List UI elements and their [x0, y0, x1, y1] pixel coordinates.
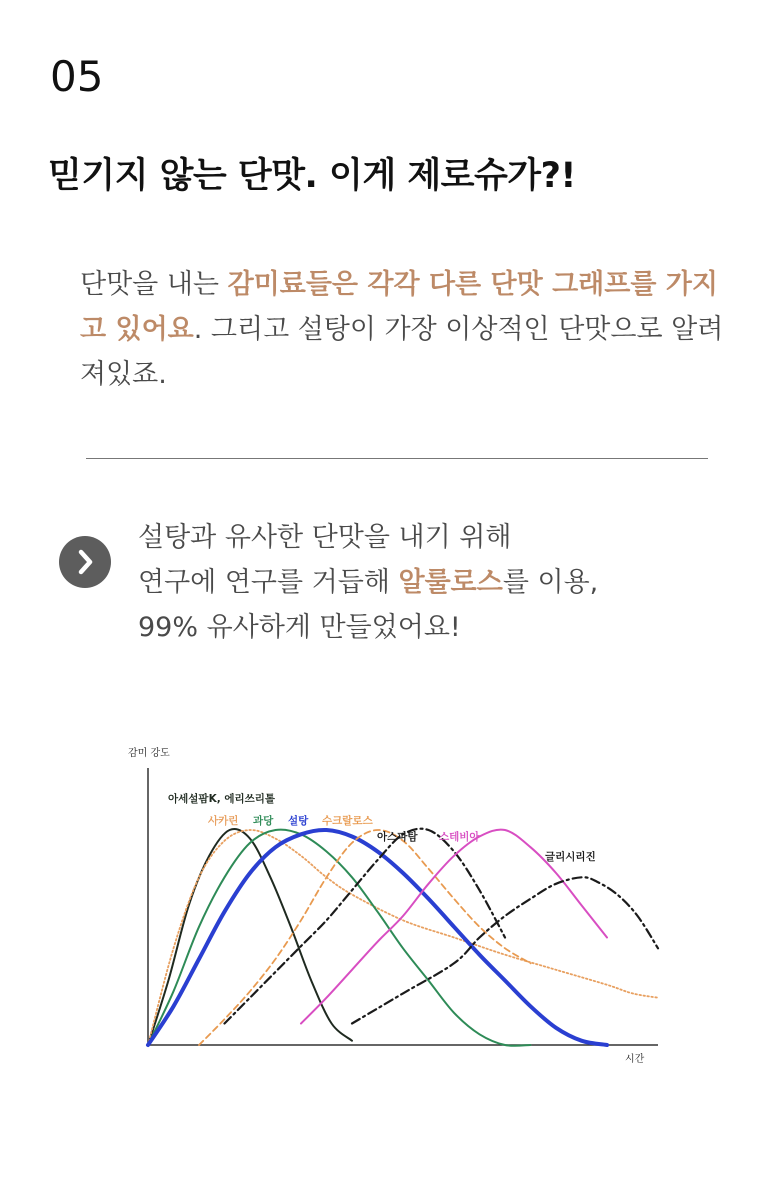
series-label-1: 사카린: [208, 815, 239, 827]
series-line-3: [148, 830, 607, 1045]
series-line-7: [352, 877, 658, 1023]
intro-text-1: 단맛을 내는: [80, 269, 228, 300]
detail-line-2-b: 를 이용,: [502, 567, 599, 598]
x-axis-label: 시간: [625, 1054, 645, 1065]
series-label-3: 설탕: [288, 815, 309, 827]
page-title: 믿기지 않는 단맛. 이게 제로슈가?!: [48, 156, 576, 196]
section-number: 05: [50, 52, 104, 101]
chevron-right-icon: [59, 536, 111, 588]
detail-line-2: [138, 560, 758, 605]
series-label-6: 스테비아: [439, 831, 480, 843]
detail-line-1: 설탕과 유사한 단맛을 내기 위해: [138, 522, 512, 553]
intro-highlight: 감미료들은 각각 다른 단맛 그래프를 가지고 있어요: [80, 269, 718, 345]
divider: [86, 458, 708, 459]
y-axis-label: 감미 강도: [128, 748, 170, 759]
series-label-2: 과당: [253, 815, 274, 827]
series-label-0: 아세설팜K, 에리쓰리톨: [168, 793, 276, 805]
detail-line-2-a: 연구에 연구를 거듭해: [138, 567, 399, 598]
series-line-5: [225, 829, 506, 1024]
series-label-7: 글리시리진: [545, 851, 596, 863]
detail-highlight: 알룰로스: [398, 567, 503, 598]
detail-paragraph: [138, 515, 758, 650]
intro-text-2: . 그리고 설탕이 가장 이상적인 단맛으로 알려져있죠.: [80, 314, 724, 390]
chevron-button: [59, 536, 111, 588]
intro-paragraph: [80, 262, 740, 397]
sweetness-chart: [110, 740, 670, 1080]
detail-line-3: 99% 유사하게 만들었어요!: [138, 612, 461, 643]
series-label-4: 수크랄로스: [322, 815, 373, 827]
series-label-5: 아스파탐: [377, 831, 418, 843]
series-line-0: [148, 829, 352, 1045]
